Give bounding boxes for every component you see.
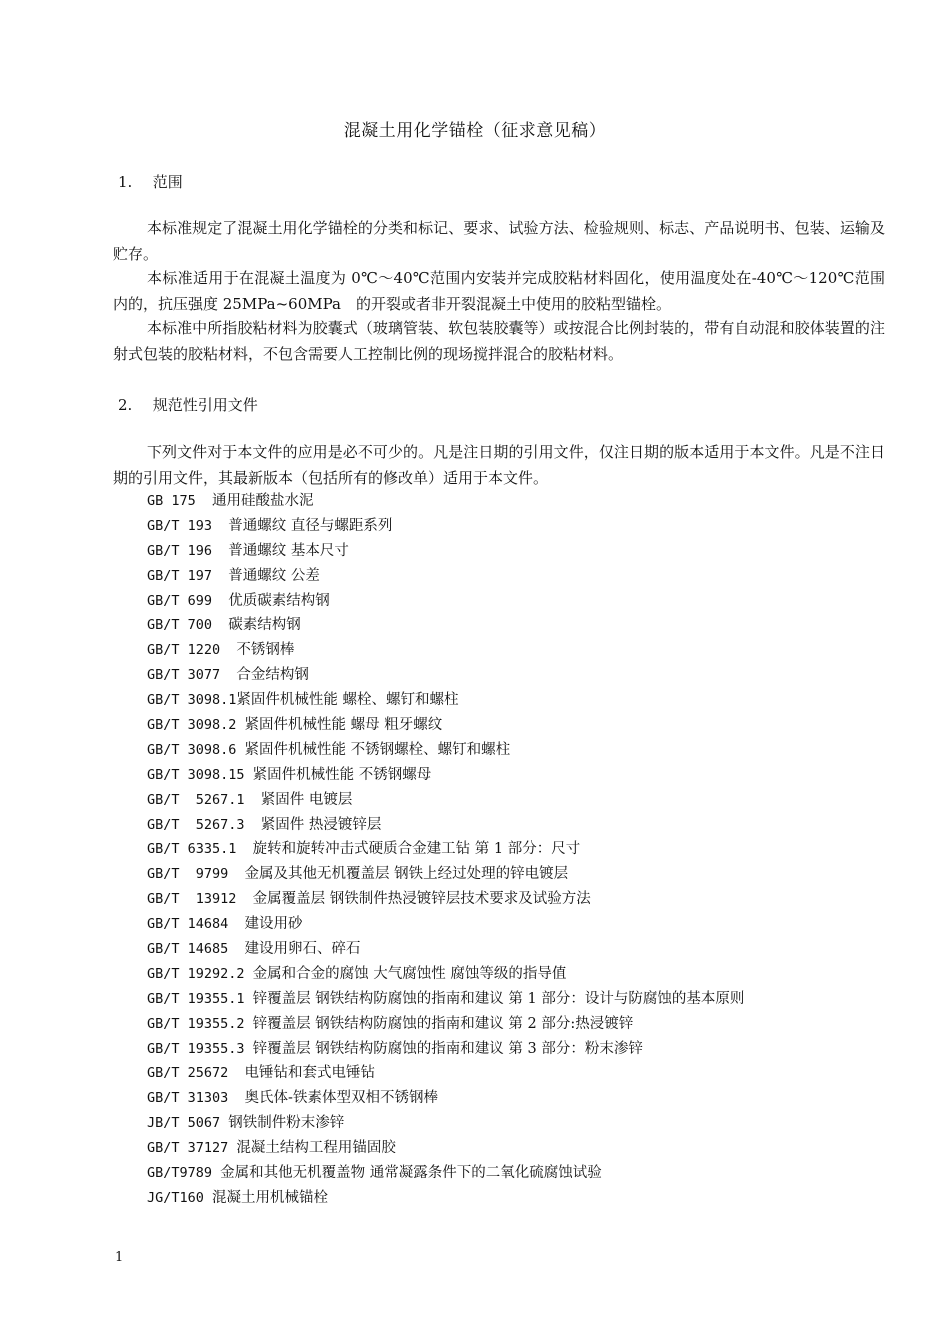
reference-code: GB/T 14684 xyxy=(147,916,245,933)
section-title: 规范性引用文件 xyxy=(152,396,258,414)
reference-title: 锌覆盖层 钢铁结构防腐蚀的指南和建议 第 2 部分:热浸镀锌 xyxy=(252,1015,634,1032)
reference-code: GB/T 5267.3 xyxy=(147,816,261,833)
reference-item xyxy=(147,738,744,763)
reference-item xyxy=(147,837,744,862)
reference-title: 紧固件 电镀层 xyxy=(260,791,353,808)
paragraph: 本标准适用于在混凝土温度为 0℃～40℃范围内安装并完成胶粘材料固化，使用温度处在-40℃～120℃范围内的，抗压强度 25MPa~60MPa 的开裂或者非开裂混凝土中使用的胶粘型锚栓。 xyxy=(113,269,885,313)
reference-code: GB/T 196 xyxy=(147,542,229,559)
reference-title: 锌覆盖层 钢铁结构防腐蚀的指南和建议 第 3 部分：粉末渗锌 xyxy=(252,1040,643,1057)
reference-code: GB/T 31303 xyxy=(147,1090,245,1107)
reference-title: 混凝土用机械锚栓 xyxy=(212,1189,329,1206)
reference-title: 金属和合金的腐蚀 大气腐蚀性 腐蚀等级的指导值 xyxy=(252,965,567,982)
paragraph: 本标准中所指胶粘材料为胶囊式（玻璃管装、软包装胶囊等）或按混合比例封装的，带有自动混和胶体装置的注射式包装的胶粘材料，不包含需要人工控制比例的现场搅拌混合的胶粘材料。 xyxy=(113,319,885,363)
reference-title: 旋转和旋转冲击式硬质合金建工钻 第 1 部分：尺寸 xyxy=(252,841,581,858)
reference-item xyxy=(147,514,744,539)
reference-item xyxy=(147,489,744,514)
reference-code: GB/T 5267.1 xyxy=(147,791,261,808)
reference-item xyxy=(147,688,744,713)
reference-title: 金属和其他无机覆盖物 通常凝露条件下的二氧化硫腐蚀试验 xyxy=(220,1165,602,1182)
reference-item xyxy=(147,1111,744,1136)
reference-code: GB/T 6335.1 xyxy=(147,841,253,858)
reference-code: GB/T 700 xyxy=(147,617,229,634)
reference-code: GB/T 19355.3 xyxy=(147,1040,253,1057)
section-heading-scope xyxy=(118,171,183,192)
reference-title: 普通螺纹 直径与螺距系列 xyxy=(228,517,393,534)
reference-item xyxy=(147,589,744,614)
reference-code: GB/T 13912 xyxy=(147,891,253,908)
page-number: 1 xyxy=(115,1250,124,1265)
reference-item xyxy=(147,713,744,738)
reference-title: 紧固件 热浸镀锌层 xyxy=(260,816,382,833)
reference-item xyxy=(147,937,744,962)
reference-code: JB/T 5067 xyxy=(147,1115,229,1132)
reference-title: 不锈钢棒 xyxy=(236,642,295,659)
reference-item xyxy=(147,962,744,987)
reference-item xyxy=(147,1061,744,1086)
reference-title: 金属覆盖层 钢铁制件热浸镀锌层技术要求及试验方法 xyxy=(252,891,591,908)
reference-item xyxy=(147,638,744,663)
reference-code: GB/T 14685 xyxy=(147,941,245,958)
reference-code: GB/T 3098.6 xyxy=(147,741,245,758)
section-heading-normative-references xyxy=(118,394,258,415)
section-title: 范围 xyxy=(152,173,183,191)
reference-title: 紧固件机械性能 不锈钢螺母 xyxy=(252,766,432,783)
reference-code: GB/T 19355.2 xyxy=(147,1015,253,1032)
reference-code: GB/T 3077 xyxy=(147,667,237,684)
reference-item xyxy=(147,613,744,638)
reference-code: GB/T9789 xyxy=(147,1165,221,1182)
reference-item xyxy=(147,1037,744,1062)
reference-code: GB/T 9799 xyxy=(147,866,245,883)
reference-title: 优质碳素结构钢 xyxy=(228,592,330,609)
reference-title: 电锤钻和套式电锤钻 xyxy=(244,1065,376,1082)
reference-item xyxy=(147,539,744,564)
reference-title: 紧固件机械性能 不锈钢螺栓、螺钉和螺柱 xyxy=(244,741,511,758)
reference-item xyxy=(147,1136,744,1161)
reference-code: GB/T 3098.15 xyxy=(147,766,253,783)
reference-item xyxy=(147,663,744,688)
reference-code: GB/T 699 xyxy=(147,592,229,609)
reference-code: GB/T 1220 xyxy=(147,642,237,659)
reference-code: GB/T 193 xyxy=(147,517,229,534)
paragraph: 本标准规定了混凝土用化学锚栓的分类和标记、要求、试验方法、检验规则、标志、产品说明书、包装、运输及贮存。 xyxy=(113,219,885,263)
section-number: 2. xyxy=(118,396,133,414)
reference-item xyxy=(147,912,744,937)
reference-title: 锌覆盖层 钢铁结构防腐蚀的指南和建议 第 1 部分：设计与防腐蚀的基本原则 xyxy=(252,990,745,1007)
reference-item xyxy=(147,564,744,589)
reference-item xyxy=(147,813,744,838)
reference-item xyxy=(147,763,744,788)
reference-title: 合金结构钢 xyxy=(236,667,309,684)
reference-code: GB/T 197 xyxy=(147,567,229,584)
reference-title: 普通螺纹 公差 xyxy=(228,567,320,584)
reference-item xyxy=(147,1012,744,1037)
reference-code: GB/T 3098.1 xyxy=(147,692,237,709)
reference-item xyxy=(147,1161,744,1186)
reference-item xyxy=(147,887,744,912)
reference-code: JG/T160 xyxy=(147,1189,213,1206)
reference-code: GB/T 25672 xyxy=(147,1065,245,1082)
reference-title: 紧固件机械性能 螺母 粗牙螺纹 xyxy=(244,717,443,734)
reference-title: 通用硅酸盐水泥 xyxy=(212,493,314,509)
reference-title: 混凝土结构工程用锚固胶 xyxy=(236,1140,396,1157)
reference-title: 建设用砂 xyxy=(244,916,303,933)
paragraph: 下列文件对于本文件的应用是必不可少的。凡是注日期的引用文件，仅注日期的版本适用于本文件。凡是不注日期的引用文件，其最新版本（包括所有的修改单）适用于本文件。 xyxy=(113,443,885,487)
reference-item xyxy=(147,788,744,813)
reference-code: GB/T 19292.2 xyxy=(147,965,253,982)
reference-title: 碳素结构钢 xyxy=(228,617,301,634)
reference-code: GB/T 37127 xyxy=(147,1140,237,1157)
reference-item xyxy=(147,987,744,1012)
reference-title: 金属及其他无机覆盖层 钢铁上经过处理的锌电镀层 xyxy=(244,866,569,883)
reference-item xyxy=(147,1086,744,1111)
reference-title: 紧固件机械性能 螺栓、螺钉和螺柱 xyxy=(236,692,459,709)
document-title: 混凝土用化学锚栓（征求意见稿） xyxy=(343,121,607,141)
reference-list xyxy=(147,489,744,1211)
reference-code: GB/T 19355.1 xyxy=(147,990,253,1007)
reference-title: 普通螺纹 基本尺寸 xyxy=(228,542,349,559)
reference-title: 钢铁制件粉末渗锌 xyxy=(228,1115,345,1132)
reference-code: GB 175 xyxy=(147,493,213,509)
reference-item xyxy=(147,862,744,887)
reference-title: 奥氏体-铁素体型双相不锈钢棒 xyxy=(244,1090,438,1107)
reference-code: GB/T 3098.2 xyxy=(147,717,245,734)
reference-title: 建设用卵石、碎石 xyxy=(244,941,361,958)
section-number: 1. xyxy=(118,173,133,191)
reference-item xyxy=(147,1186,744,1211)
